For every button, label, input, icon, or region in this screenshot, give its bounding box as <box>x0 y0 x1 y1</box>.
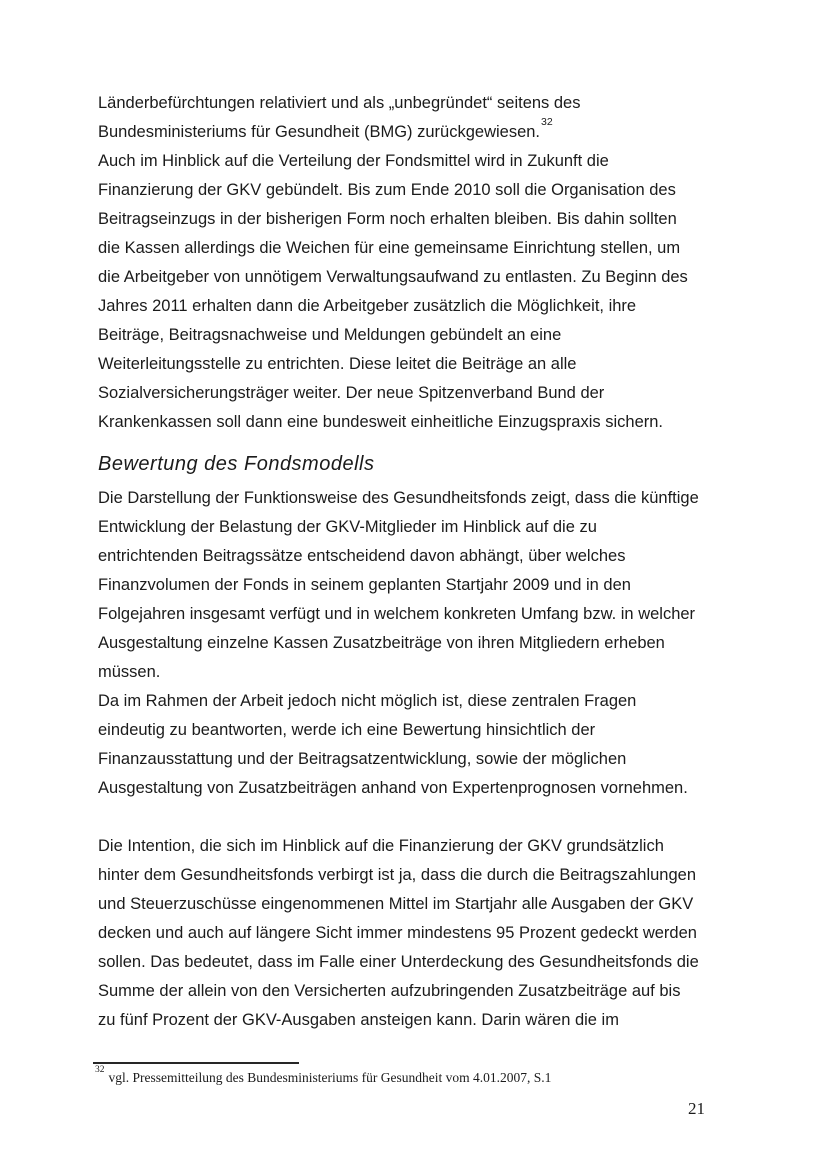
text-line: Krankenkassen soll dann eine bundesweit einheitliche Einzugspraxis sichern. <box>98 413 664 431</box>
text-line: eindeutig zu beantworten, werde ich eine Bewertung hinsichtlich der <box>98 721 596 739</box>
text-line: und Steuerzuschüsse eingenommenen Mittel im Startjahr alle Ausgaben der GKV <box>98 895 694 913</box>
text-line: Die Intention, die sich im Hinblick auf die Finanzierung der GKV grundsätzlich <box>98 837 664 855</box>
text-line: Summe der allein von den Versicherten aufzubringenden Zusatzbeiträge auf bis <box>98 982 681 1000</box>
text-line: Weiterleitungsstelle zu entrichten. Diese leitet die Beiträge an alle <box>98 355 577 373</box>
text-line: Finanzausstattung und der Beitragsatzentwicklung, sowie der möglichen <box>98 750 627 768</box>
text-line: Die Darstellung der Funktionsweise des Gesundheitsfonds zeigt, dass die künftige <box>98 489 699 507</box>
footnote-32 <box>95 1064 715 1088</box>
page-number: 21 <box>688 1099 705 1118</box>
text-line: Beiträge, Beitragsnachweise und Meldungen gebündelt an eine <box>98 326 562 344</box>
text-line: sollen. Das bedeutet, dass im Falle einer Unterdeckung des Gesundheitsfonds die <box>98 953 699 971</box>
text-line: die Arbeitgeber von unnötigem Verwaltungsaufwand zu entlasten. Zu Beginn des <box>98 268 688 286</box>
text-line: decken und auch auf längere Sicht immer mindestens 95 Prozent gedeckt werden <box>98 924 697 942</box>
paragraph-gap <box>98 803 716 832</box>
text-line: Länderbefürchtungen relativiert und als „unbegründet“ seitens des <box>98 94 581 112</box>
text-line: Da im Rahmen der Arbeit jedoch nicht möglich ist, diese zentralen Fragen <box>98 692 637 710</box>
text-line <box>98 115 716 147</box>
text-line: Entwicklung der Belastung der GKV-Mitglieder im Hinblick auf die zu <box>98 518 597 536</box>
footnote-text: vgl. Pressemitteilung des Bundesministeriums für Gesundheit vom 4.01.2007, S.1 <box>108 1070 552 1085</box>
para-funktionsweise-darstellung <box>98 484 716 687</box>
text-line: entrichtenden Beitragssätze entscheidend davon abhängt, über welches <box>98 547 626 565</box>
para-intention-finanzierung <box>98 832 716 1035</box>
para-fondsmittel-verteilung <box>98 147 716 437</box>
para-expertenprognosen <box>98 687 716 803</box>
text-line: Beitragseinzugs in der bisherigen Form noch erhalten bleiben. Bis dahin sollten <box>98 210 677 228</box>
text-line: Finanzierung der GKV gebündelt. Bis zum Ende 2010 soll die Organisation des <box>98 181 676 199</box>
text-line: Finanzvolumen der Fonds in seinem geplanten Startjahr 2009 und in den <box>98 576 631 594</box>
text-line: hinter dem Gesundheitsfonds verbirgt ist ja, dass die durch die Beitragszahlungen <box>98 866 697 884</box>
text-line: Folgejahren insgesamt verfügt und in welchem konkreten Umfang bzw. in welcher <box>98 605 696 623</box>
footnote-marker: 32 <box>95 1064 105 1075</box>
heading-bewertung-des-fondsmodells: Bewertung des Fondsmodells <box>98 453 375 475</box>
para-bmg-zurueckweisung <box>98 89 716 147</box>
text-line: zu fünf Prozent der GKV-Ausgaben ansteigen kann. Darin wären die im <box>98 1011 619 1029</box>
text-line: Auch im Hinblick auf die Verteilung der Fondsmittel wird in Zukunft die <box>98 152 609 170</box>
footnote-reference: 32 <box>541 115 553 128</box>
text-line: Sozialversicherungsträger weiter. Der neue Spitzenverband Bund der <box>98 384 605 402</box>
text-line: Ausgestaltung von Zusatzbeiträgen anhand von Expertenprognosen vornehmen. <box>98 779 688 797</box>
text-line: Jahres 2011 erhalten dann die Arbeitgeber zusätzlich die Möglichkeit, ihre <box>98 297 637 315</box>
text-line: müssen. <box>98 663 161 681</box>
text-line: Ausgestaltung einzelne Kassen Zusatzbeiträge von ihren Mitgliedern erheben <box>98 634 665 652</box>
text-line: die Kassen allerdings die Weichen für eine gemeinsame Einrichtung stellen, um <box>98 239 681 257</box>
document-body <box>98 89 716 1035</box>
text-line-content: Bundesministeriums für Gesundheit (BMG) zurückgewiesen. <box>98 123 541 141</box>
footnote-separator-rule <box>93 1062 299 1064</box>
